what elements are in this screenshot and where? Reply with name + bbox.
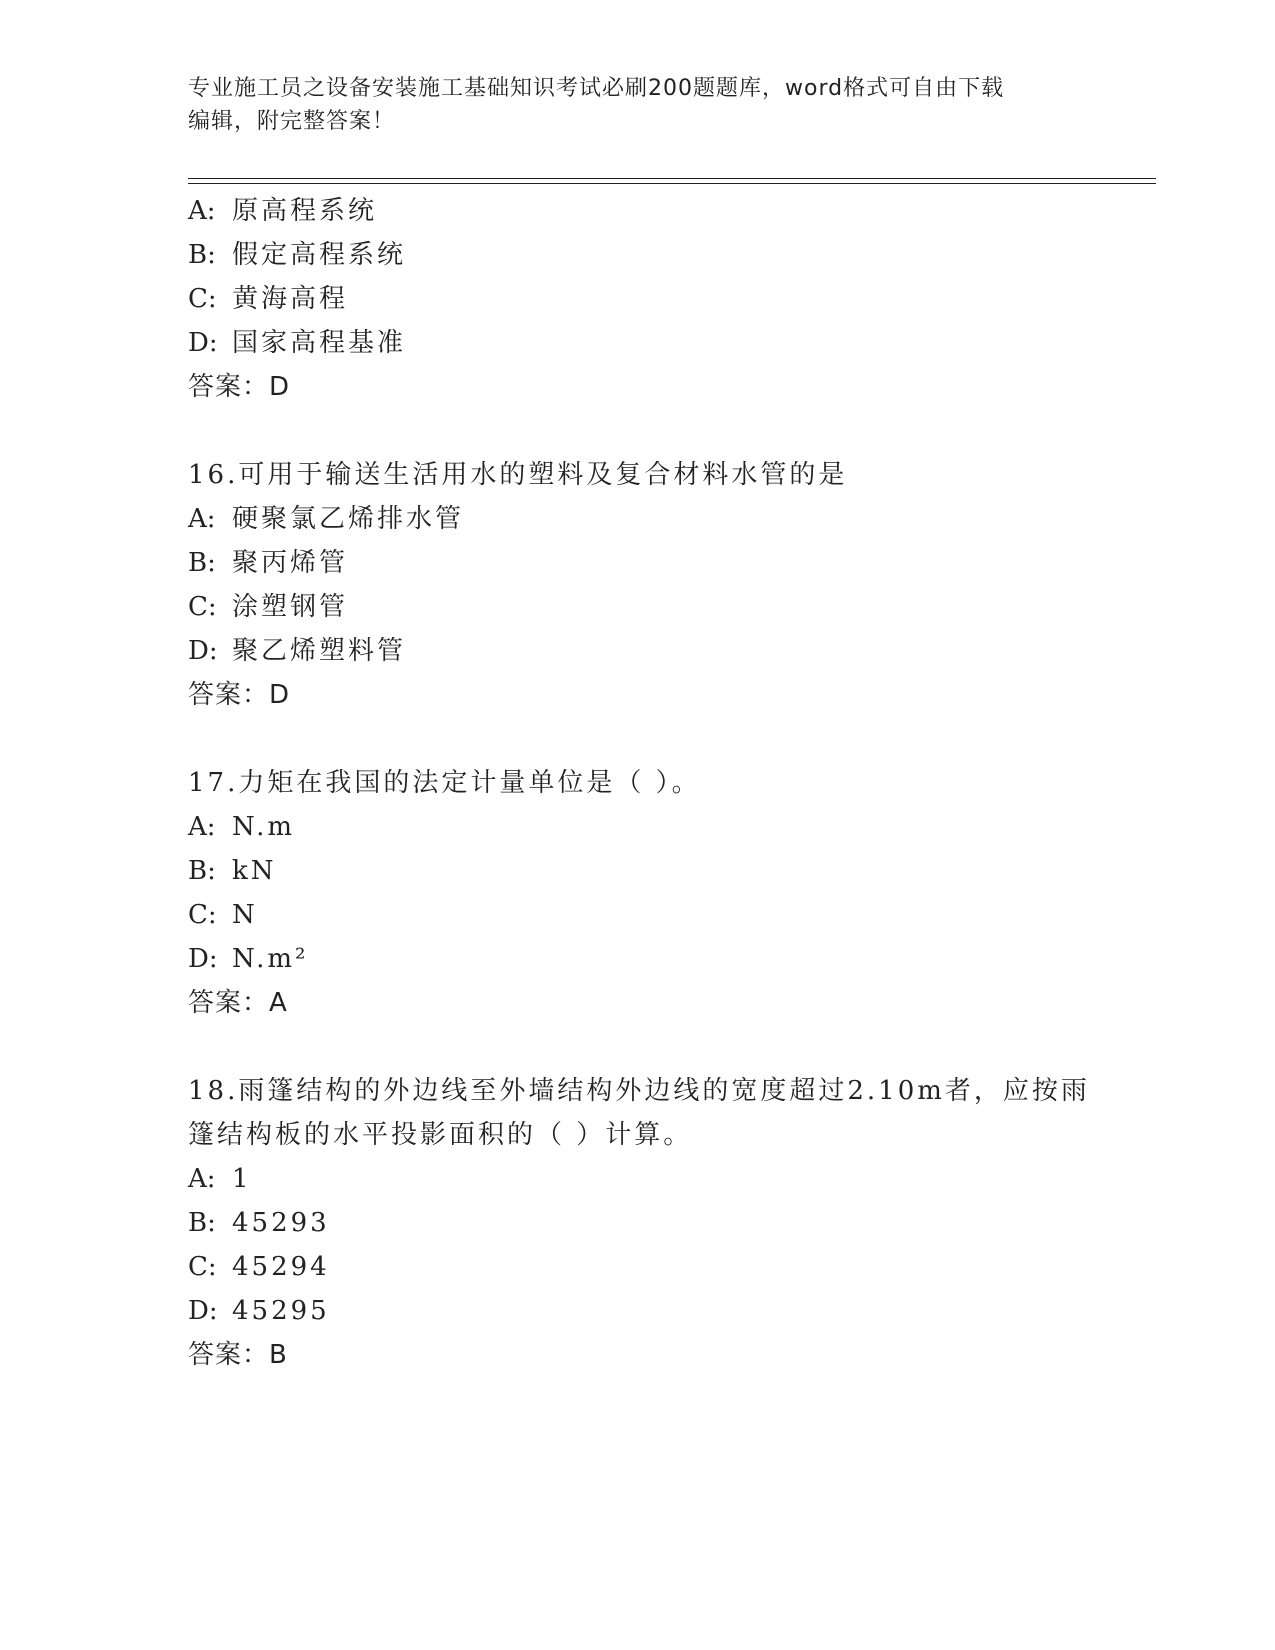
option-text: 国家高程基准	[232, 328, 407, 358]
option-label: D:	[188, 1296, 218, 1326]
option-label: B:	[188, 1208, 216, 1238]
option-text: N.m	[232, 812, 296, 842]
option-text: 聚乙烯塑料管	[232, 636, 407, 666]
option-text: 45293	[232, 1208, 330, 1238]
option-text: 黄海高程	[232, 284, 349, 314]
q17-answer: 答案：A	[188, 988, 288, 1018]
header-divider-bottom	[188, 183, 1156, 184]
option-label: D:	[188, 944, 218, 974]
q15-option-c	[188, 282, 348, 316]
header-line-1: 专业施工员之设备安装施工基础知识考试必刷200题题库，word格式可自由下载	[188, 76, 1005, 101]
q16-option-c	[188, 590, 348, 624]
q16-answer: 答案：D	[188, 680, 291, 710]
option-text: 原高程系统	[232, 196, 378, 226]
q18-option-b	[188, 1206, 330, 1240]
option-label: C:	[188, 1252, 217, 1282]
option-label: B:	[188, 856, 216, 886]
q18-question-line-2: 篷结构板的水平投影面积的（ ）计算。	[188, 1120, 693, 1150]
option-label: A:	[188, 196, 216, 226]
option-label: C:	[188, 284, 217, 314]
option-text: 涂塑钢管	[232, 592, 349, 622]
q15-option-d	[188, 326, 406, 360]
q18-answer: 答案：B	[188, 1340, 288, 1370]
option-label: C:	[188, 900, 217, 930]
option-label: B:	[188, 240, 216, 270]
q18-question-line-1: 18.雨篷结构的外边线至外墙结构外边线的宽度超过2.10m者，应按雨	[188, 1076, 1090, 1106]
q17-option-b	[188, 854, 277, 888]
option-text: N	[232, 900, 258, 930]
q18-option-a	[188, 1162, 252, 1196]
q17-option-a	[188, 810, 295, 844]
option-text: 聚丙烯管	[232, 548, 349, 578]
option-text: kN	[232, 856, 277, 886]
option-label: A:	[188, 504, 216, 534]
document-header	[188, 72, 1068, 138]
option-text: 假定高程系统	[232, 240, 407, 270]
option-label: A:	[188, 1164, 216, 1194]
header-line-2: 编辑，附完整答案！	[188, 109, 396, 134]
option-label: A:	[188, 812, 216, 842]
q16-option-d	[188, 634, 406, 668]
header-divider-top	[188, 178, 1156, 179]
q15-option-a	[188, 194, 377, 228]
q15-option-b	[188, 238, 406, 272]
q18-option-d	[188, 1294, 330, 1328]
option-text: 1	[232, 1164, 252, 1194]
option-text: N.m²	[232, 944, 309, 974]
q17-question: 17.力矩在我国的法定计量单位是（ ）。	[188, 768, 701, 798]
option-label: D:	[188, 328, 218, 358]
q16-question: 16.可用于输送生活用水的塑料及复合材料水管的是	[188, 460, 848, 490]
option-label: B:	[188, 548, 216, 578]
q16-option-b	[188, 546, 348, 580]
option-text: 45295	[232, 1296, 330, 1326]
q18-option-c	[188, 1250, 330, 1284]
option-label: C:	[188, 592, 217, 622]
q17-option-c	[188, 898, 258, 932]
option-text: 45294	[232, 1252, 330, 1282]
q16-option-a	[188, 502, 464, 536]
q15-answer: 答案：D	[188, 372, 291, 402]
q17-option-d	[188, 942, 308, 976]
option-text: 硬聚氯乙烯排水管	[232, 504, 465, 534]
option-label: D:	[188, 636, 218, 666]
